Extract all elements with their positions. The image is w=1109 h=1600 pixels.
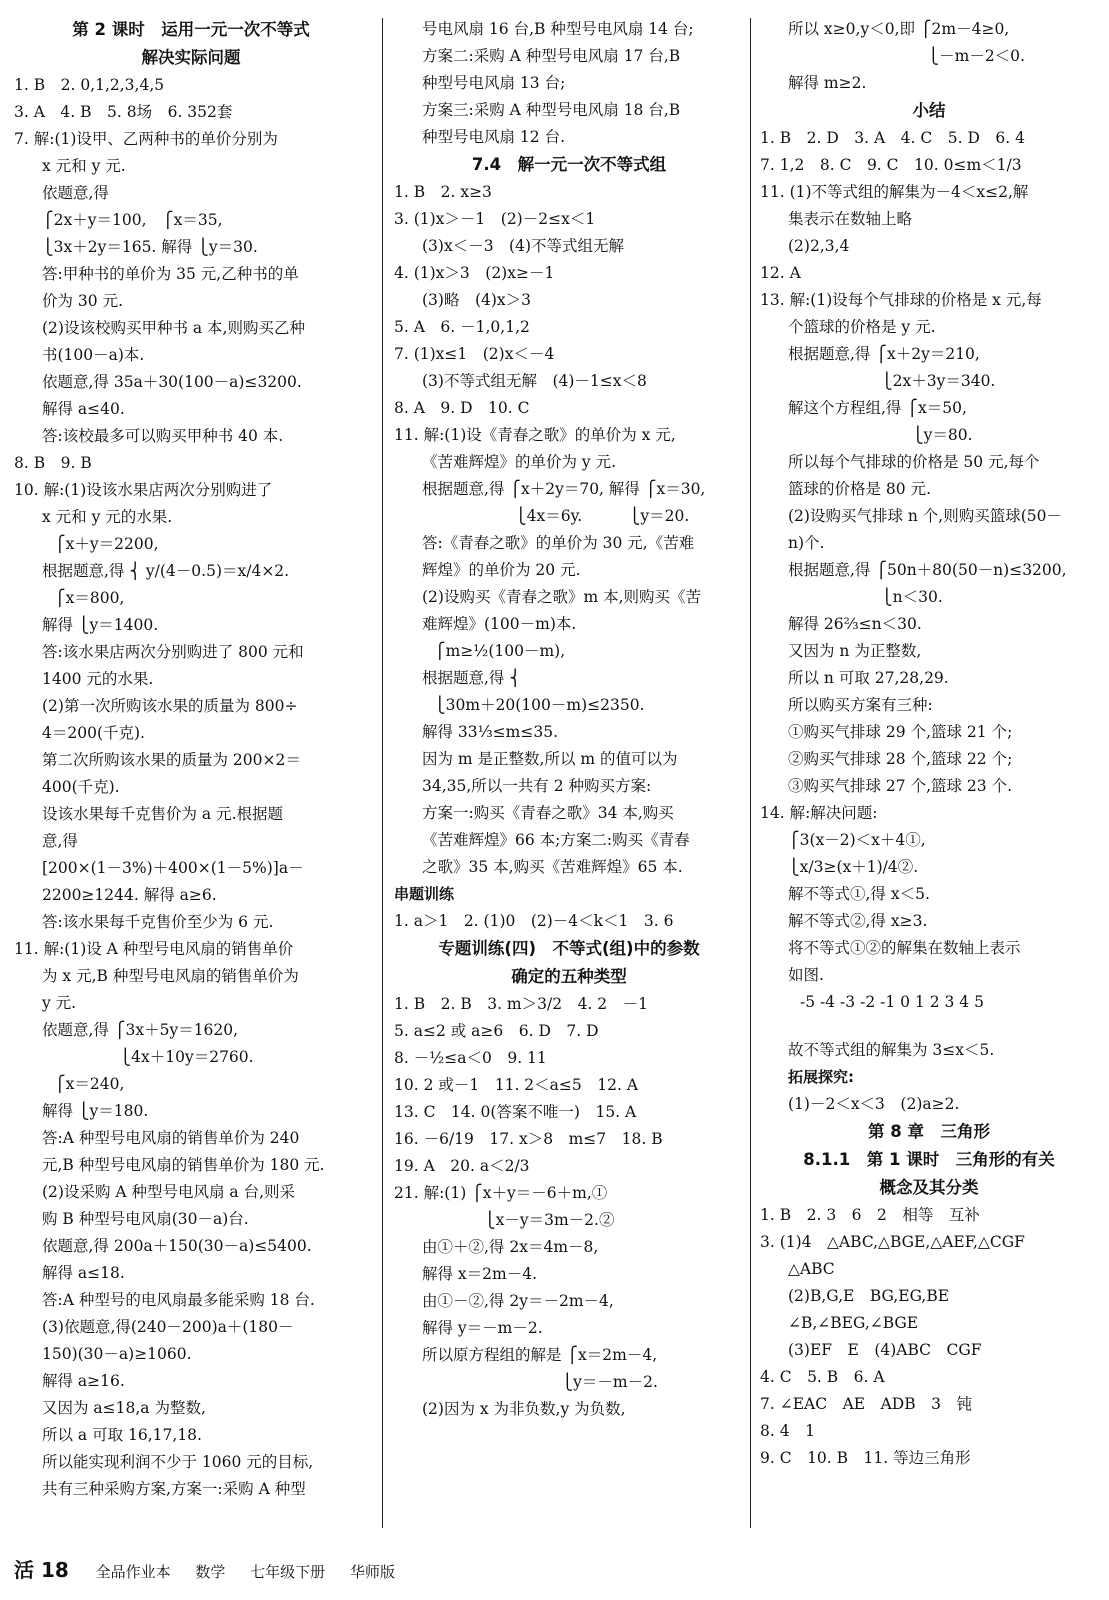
grade-label: 七年级下册 xyxy=(250,1563,326,1581)
answer-line: 集表示在数轴上略 xyxy=(788,210,913,228)
answer-line: 1400 元的水果. xyxy=(42,670,154,688)
answer-line: 3. (1)x＞－1 (2)－2≤x＜1 xyxy=(394,210,596,228)
section-heading: 专题训练(四) 不等式(组)中的参数 xyxy=(438,939,700,958)
answer-line: 8. －½≤a＜0 9. 11 xyxy=(394,1049,547,1067)
section-heading: 概念及其分类 xyxy=(879,1178,979,1197)
answer-line: 难辉煌》(100－m)本. xyxy=(422,615,577,633)
answer-line: 《苦难辉煌》66 本;方案二:购买《青春 xyxy=(422,831,690,849)
answer-line: 方案一:购买《青春之歌》34 本,购买 xyxy=(422,804,674,822)
answer-line: (3)依题意,得(240－200)a＋(180－ xyxy=(42,1318,294,1336)
answer-line: 3. (1)4 △ABC,△BGE,△AEF,△CGF xyxy=(760,1233,1025,1251)
answer-line: 共有三种采购方案,方案一:采购 A 种型 xyxy=(42,1480,306,1498)
answer-line: 根据题意,得 ⎧x＋2y＝210, xyxy=(788,345,980,363)
answer-line: ⎩30m＋20(100－m)≤2350. xyxy=(434,696,645,714)
answer-line: 4. C 5. B 6. A xyxy=(760,1368,885,1386)
answer-line: (2)设购买《青春之歌》m 本,则购买《苦 xyxy=(422,588,702,606)
answer-line: 解不等式①,得 x＜5. xyxy=(788,885,930,903)
answer-line: ⎩y＝80. xyxy=(788,426,973,444)
answer-line: (3)不等式组无解 (4)－1≤x＜8 xyxy=(422,372,647,390)
answer-line: 400(千克). xyxy=(42,778,120,796)
answer-line: 7. 1,2 8. C 9. C 10. 0≤m＜1/3 xyxy=(760,156,1022,174)
answer-line: 10. 2 或－1 11. 2＜a≤5 12. A xyxy=(394,1076,639,1094)
answer-line: 解得 x＝2m－4. xyxy=(422,1265,538,1283)
answer-line: 答:该校最多可以购买甲种书 40 本. xyxy=(42,427,284,445)
answer-line: 3. A 4. B 5. 8场 6. 352套 xyxy=(14,103,233,121)
answer-line: 14. 解:解决问题: xyxy=(760,804,878,822)
section-heading: 7.4 解一元一次不等式组 xyxy=(471,155,667,174)
answer-line: ⎧x＝240, xyxy=(54,1075,125,1093)
answer-line: ⎧x＋y＝2200, xyxy=(54,535,159,553)
answer-line: 7. ∠EAC AE ADB 3 钝 xyxy=(760,1395,972,1413)
answer-line: (3)x＜－3 (4)不等式组无解 xyxy=(422,237,625,255)
answer-line: 所以 a 可取 16,17,18. xyxy=(42,1426,202,1444)
answer-line: 所以能实现利润不少于 1060 元的目标, xyxy=(42,1453,314,1471)
column-right xyxy=(760,16,1098,1536)
answer-line: 8. A 9. D 10. C xyxy=(394,399,530,417)
answer-line: 根据题意,得 ⎧x＋2y＝70, 解得 ⎧x＝30, xyxy=(422,480,706,498)
answer-line: (3)EF E (4)ABC CGF xyxy=(788,1341,982,1359)
answer-line: (2)B,G,E BG,EG,BE xyxy=(788,1287,950,1305)
answer-line: 依题意,得 35a＋30(100－a)≤3200. xyxy=(42,373,302,391)
edition-label: 华师版 xyxy=(349,1563,395,1581)
answer-line: 方案二:采购 A 种型号电风扇 17 台,B xyxy=(422,47,681,65)
answer-line: (3)略 (4)x＞3 xyxy=(422,291,532,309)
answer-line: ③购买气排球 27 个,篮球 23 个. xyxy=(788,777,1013,795)
answer-line: 解得 a≤40. xyxy=(42,400,125,418)
answer-line: 因为 m 是正整数,所以 m 的值可以为 xyxy=(422,750,678,768)
answer-line: 意,得 xyxy=(42,832,78,850)
answer-line: 依题意,得 ⎧3x＋5y＝1620, xyxy=(42,1021,239,1039)
answer-line: ②购买气排球 28 个,篮球 22 个; xyxy=(788,750,1013,768)
answer-line: 第二次所购该水果的质量为 200×2＝ xyxy=(42,751,301,769)
answer-line: ⎩y＝－m－2. xyxy=(422,1373,658,1391)
answer-line: 解得 33⅓≤m≤35. xyxy=(422,723,558,741)
answer-line: 13. C 14. 0(答案不唯一) 15. A xyxy=(394,1103,637,1121)
answer-line: 故不等式组的解集为 3≤x＜5. xyxy=(788,1041,995,1059)
answer-line: 解不等式②,得 x≥3. xyxy=(788,912,928,930)
answer-line: 答:该水果店两次分别购进了 800 元和 xyxy=(42,643,304,661)
answer-line: 1. B 2. 3 6 2 相等 互补 xyxy=(760,1206,980,1224)
answer-line: 所以每个气排球的价格是 50 元,每个 xyxy=(788,453,1040,471)
answer-line: (1)－2＜x＜3 (2)a≥2. xyxy=(788,1095,960,1113)
answer-line: n)个. xyxy=(788,534,825,552)
column-left xyxy=(14,16,368,1536)
answer-line: (2)2,3,4 xyxy=(788,237,850,255)
answer-line: 为 x 元,B 种型号电风扇的销售单价为 xyxy=(42,967,299,985)
answer-line: ∠B,∠BEG,∠BGE xyxy=(788,1314,919,1332)
answer-line: △ABC xyxy=(788,1260,835,1278)
section-heading: 第 8 章 三角形 xyxy=(868,1122,990,1141)
answer-line: ⎩4x＝6y. ⎩y＝20. xyxy=(422,507,690,525)
answer-line: ⎩－m－2＜0. xyxy=(788,47,1025,65)
answer-line: 10. 解:(1)设该水果店两次分别购进了 xyxy=(14,481,273,499)
answer-line: 种型号电风扇 12 台. xyxy=(422,128,566,146)
section-heading: 8.1.1 第 1 课时 三角形的有关 xyxy=(803,1150,1055,1169)
answer-line: 11. 解:(1)设 A 种型号电风扇的销售单价 xyxy=(14,940,294,958)
answer-line: 答:该水果每千克售价至少为 6 元. xyxy=(42,913,274,931)
answer-line: 21. 解:(1) ⎧x＋y＝－6＋m,① xyxy=(394,1184,608,1202)
answer-line: 之歌》35 本,购买《苦难辉煌》65 本. xyxy=(422,858,683,876)
answer-line: 1. B 2. x≥3 xyxy=(394,183,492,201)
answer-line: 11. (1)不等式组的解集为－4＜x≤2,解 xyxy=(760,183,1029,201)
answer-line: 解得 ⎩y＝180. xyxy=(42,1102,149,1120)
answer-line: 依题意,得 xyxy=(42,184,109,202)
answer-line: 解得 y＝－m－2. xyxy=(422,1319,543,1337)
answer-line: 8. 4 1 xyxy=(760,1422,815,1440)
answer-line: 12. A xyxy=(760,264,801,282)
answer-line: 150)(30－a)≥1060. xyxy=(42,1345,192,1363)
answer-line: 元,B 种型号电风扇的销售单价为 180 元. xyxy=(42,1156,325,1174)
answer-line: 7. (1)x≤1 (2)x＜－4 xyxy=(394,345,555,363)
answer-line: 设该水果每千克售价为 a 元.根据题 xyxy=(42,805,284,823)
answer-line: 《苦难辉煌》的单价为 y 元. xyxy=(422,453,617,471)
answer-line: 1. a＞1 2. (1)0 (2)－4＜k＜1 3. 6 xyxy=(394,912,674,930)
subject-label: 数学 xyxy=(195,1563,226,1581)
answer-line: 种型号电风扇 13 台; xyxy=(422,74,566,92)
answer-line: 根据题意,得 ⎧50n＋80(50－n)≤3200, xyxy=(788,561,1067,579)
answer-line: 16. －6/19 17. x＞8 m≤7 18. B xyxy=(394,1130,663,1148)
answer-line: ⎧x＝800, xyxy=(54,589,125,607)
section-heading: 解决实际问题 xyxy=(141,48,241,67)
section-heading: 小结 xyxy=(912,101,946,120)
answer-line: ⎩x－y＝3m－2.② xyxy=(422,1211,615,1229)
answer-line: 13. 解:(1)设每个气排球的价格是 x 元,每 xyxy=(760,291,1042,309)
answer-line: 又因为 n 为正整数, xyxy=(788,642,922,660)
answer-line: 9. C 10. B 11. 等边三角形 xyxy=(760,1449,971,1467)
answer-line: 书(100－a)本. xyxy=(42,346,145,364)
answer-line: 价为 30 元. xyxy=(42,292,124,310)
answer-line: 1. B 2. B 3. m＞3/2 4. 2 －1 xyxy=(394,995,649,1013)
answer-line: 又因为 a≤18,a 为整数, xyxy=(42,1399,206,1417)
subsection-heading: 拓展探究: xyxy=(788,1068,854,1086)
answer-line: 5. a≤2 或 a≥6 6. D 7. D xyxy=(394,1022,599,1040)
answer-line: 19. A 20. a＜2/3 xyxy=(394,1157,530,1175)
answer-line: 8. B 9. B xyxy=(14,454,92,472)
answer-line: (2)第一次所购该水果的质量为 800÷ xyxy=(42,697,298,715)
answer-line: ⎩3x＋2y＝165. 解得 ⎩y＝30. xyxy=(42,238,258,256)
answer-line: 1. B 2. D 3. A 4. C 5. D 6. 4 xyxy=(760,129,1025,147)
answer-line: 11. 解:(1)设《青春之歌》的单价为 x 元, xyxy=(394,426,676,444)
answer-line: ⎧2x＋y＝100, ⎧x＝35, xyxy=(42,211,223,229)
answer-line: 方案三:采购 A 种型号电风扇 18 台,B xyxy=(422,101,681,119)
answer-line: 7. 解:(1)设甲、乙两种书的单价分别为 xyxy=(14,130,278,148)
answer-line: ⎧3(x－2)＜x＋4①, xyxy=(788,831,926,849)
answer-line: 根据题意,得 ⎨ xyxy=(422,669,521,687)
answer-line: 由①－②,得 2y＝－2m－4, xyxy=(422,1292,614,1310)
answer-line: 篮球的价格是 80 元. xyxy=(788,480,932,498)
answer-line: 如图. xyxy=(788,966,824,984)
answer-line: 4＝200(千克). xyxy=(42,724,145,742)
answer-line: x 元和 y 元的水果. xyxy=(42,508,173,526)
answer-line: 答:A 种型号电风扇的销售单价为 240 xyxy=(42,1129,300,1147)
answer-line: 将不等式①②的解集在数轴上表示 xyxy=(788,939,1021,957)
page-footer xyxy=(14,1550,1094,1590)
number-line-labels: -5 -4 -3 -2 -1 0 1 2 3 4 5 xyxy=(800,993,984,1011)
answer-line: ⎩4x＋10y＝2760. xyxy=(42,1048,254,1066)
answer-line: ⎩2x＋3y＝340. xyxy=(788,372,996,390)
answer-line: 4. (1)x＞3 (2)x≥－1 xyxy=(394,264,555,282)
answer-line: ⎩x/3≥(x＋1)/4②. xyxy=(788,858,919,876)
answer-line: 5. A 6. －1,0,1,2 xyxy=(394,318,530,336)
column-divider xyxy=(382,18,383,1528)
answer-line: (2)因为 x 为非负数,y 为负数, xyxy=(422,1400,626,1418)
page-number: 活 18 xyxy=(14,1558,69,1582)
answer-line: (2)设该校购买甲种书 a 本,则购买乙种 xyxy=(42,319,305,337)
answer-line: 解这个方程组,得 ⎧x＝50, xyxy=(788,399,967,417)
answer-line: 号电风扇 16 台,B 种型号电风扇 14 台; xyxy=(422,20,694,38)
answer-line: 依题意,得 200a＋150(30－a)≤5400. xyxy=(42,1237,312,1255)
answer-line: 答:《青春之歌》的单价为 30 元,《苦难 xyxy=(422,534,695,552)
column-middle xyxy=(394,16,744,1536)
column-divider xyxy=(750,18,751,1528)
answer-line: 答:甲种书的单价为 35 元,乙种书的单 xyxy=(42,265,299,283)
answer-line: 所以 n 可取 27,28,29. xyxy=(788,669,949,687)
answer-line: 34,35,所以一共有 2 种购买方案: xyxy=(422,777,652,795)
answer-line: y 元. xyxy=(42,994,77,1012)
answer-line: 辉煌》的单价为 20 元. xyxy=(422,561,581,579)
section-heading: 第 2 课时 运用一元一次不等式 xyxy=(72,20,310,39)
answer-line: 个篮球的价格是 y 元. xyxy=(788,318,936,336)
answer-line: 解得 ⎩y＝1400. xyxy=(42,616,159,634)
answer-line: ⎩n＜30. xyxy=(788,588,943,606)
answer-line: 答:A 种型号的电风扇最多能采购 18 台. xyxy=(42,1291,315,1309)
answer-line: 购 B 种型号电风扇(30－a)台. xyxy=(42,1210,249,1228)
book-title: 全品作业本 xyxy=(95,1563,171,1581)
subsection-heading: 串题训练 xyxy=(394,885,455,903)
answer-line: 1. B 2. 0,1,2,3,4,5 xyxy=(14,76,165,94)
answer-line: x 元和 y 元. xyxy=(42,157,126,175)
answer-line: 解得 a≥16. xyxy=(42,1372,125,1390)
answer-line: 所以购买方案有三种: xyxy=(788,696,933,714)
answer-line: ⎧m≥½(100－m), xyxy=(434,642,566,660)
answer-line: 解得 m≥2. xyxy=(788,74,867,92)
answer-line: 所以 x≥0,y＜0,即 ⎧2m－4≥0, xyxy=(788,20,1010,38)
answer-line: 2200≥1244. 解得 a≥6. xyxy=(42,886,217,904)
answer-line: (2)设购买气排球 n 个,则购买篮球(50－ xyxy=(788,507,1062,525)
answer-line: ①购买气排球 29 个,篮球 21 个; xyxy=(788,723,1013,741)
answer-line: 由①＋②,得 2x＝4m－8, xyxy=(422,1238,599,1256)
answer-line: [200×(1－3%)＋400×(1－5%)]a－ xyxy=(42,859,304,877)
section-heading: 确定的五种类型 xyxy=(511,967,627,986)
answer-line: 根据题意,得 ⎨ y/(4－0.5)＝x/4×2. xyxy=(42,562,290,580)
answer-line: 所以原方程组的解是 ⎧x＝2m－4, xyxy=(422,1346,658,1364)
answer-line: 解得 a≤18. xyxy=(42,1264,125,1282)
answer-line: 解得 26⅔≤n＜30. xyxy=(788,615,922,633)
answer-line: (2)设采购 A 种型号电风扇 a 台,则采 xyxy=(42,1183,296,1201)
